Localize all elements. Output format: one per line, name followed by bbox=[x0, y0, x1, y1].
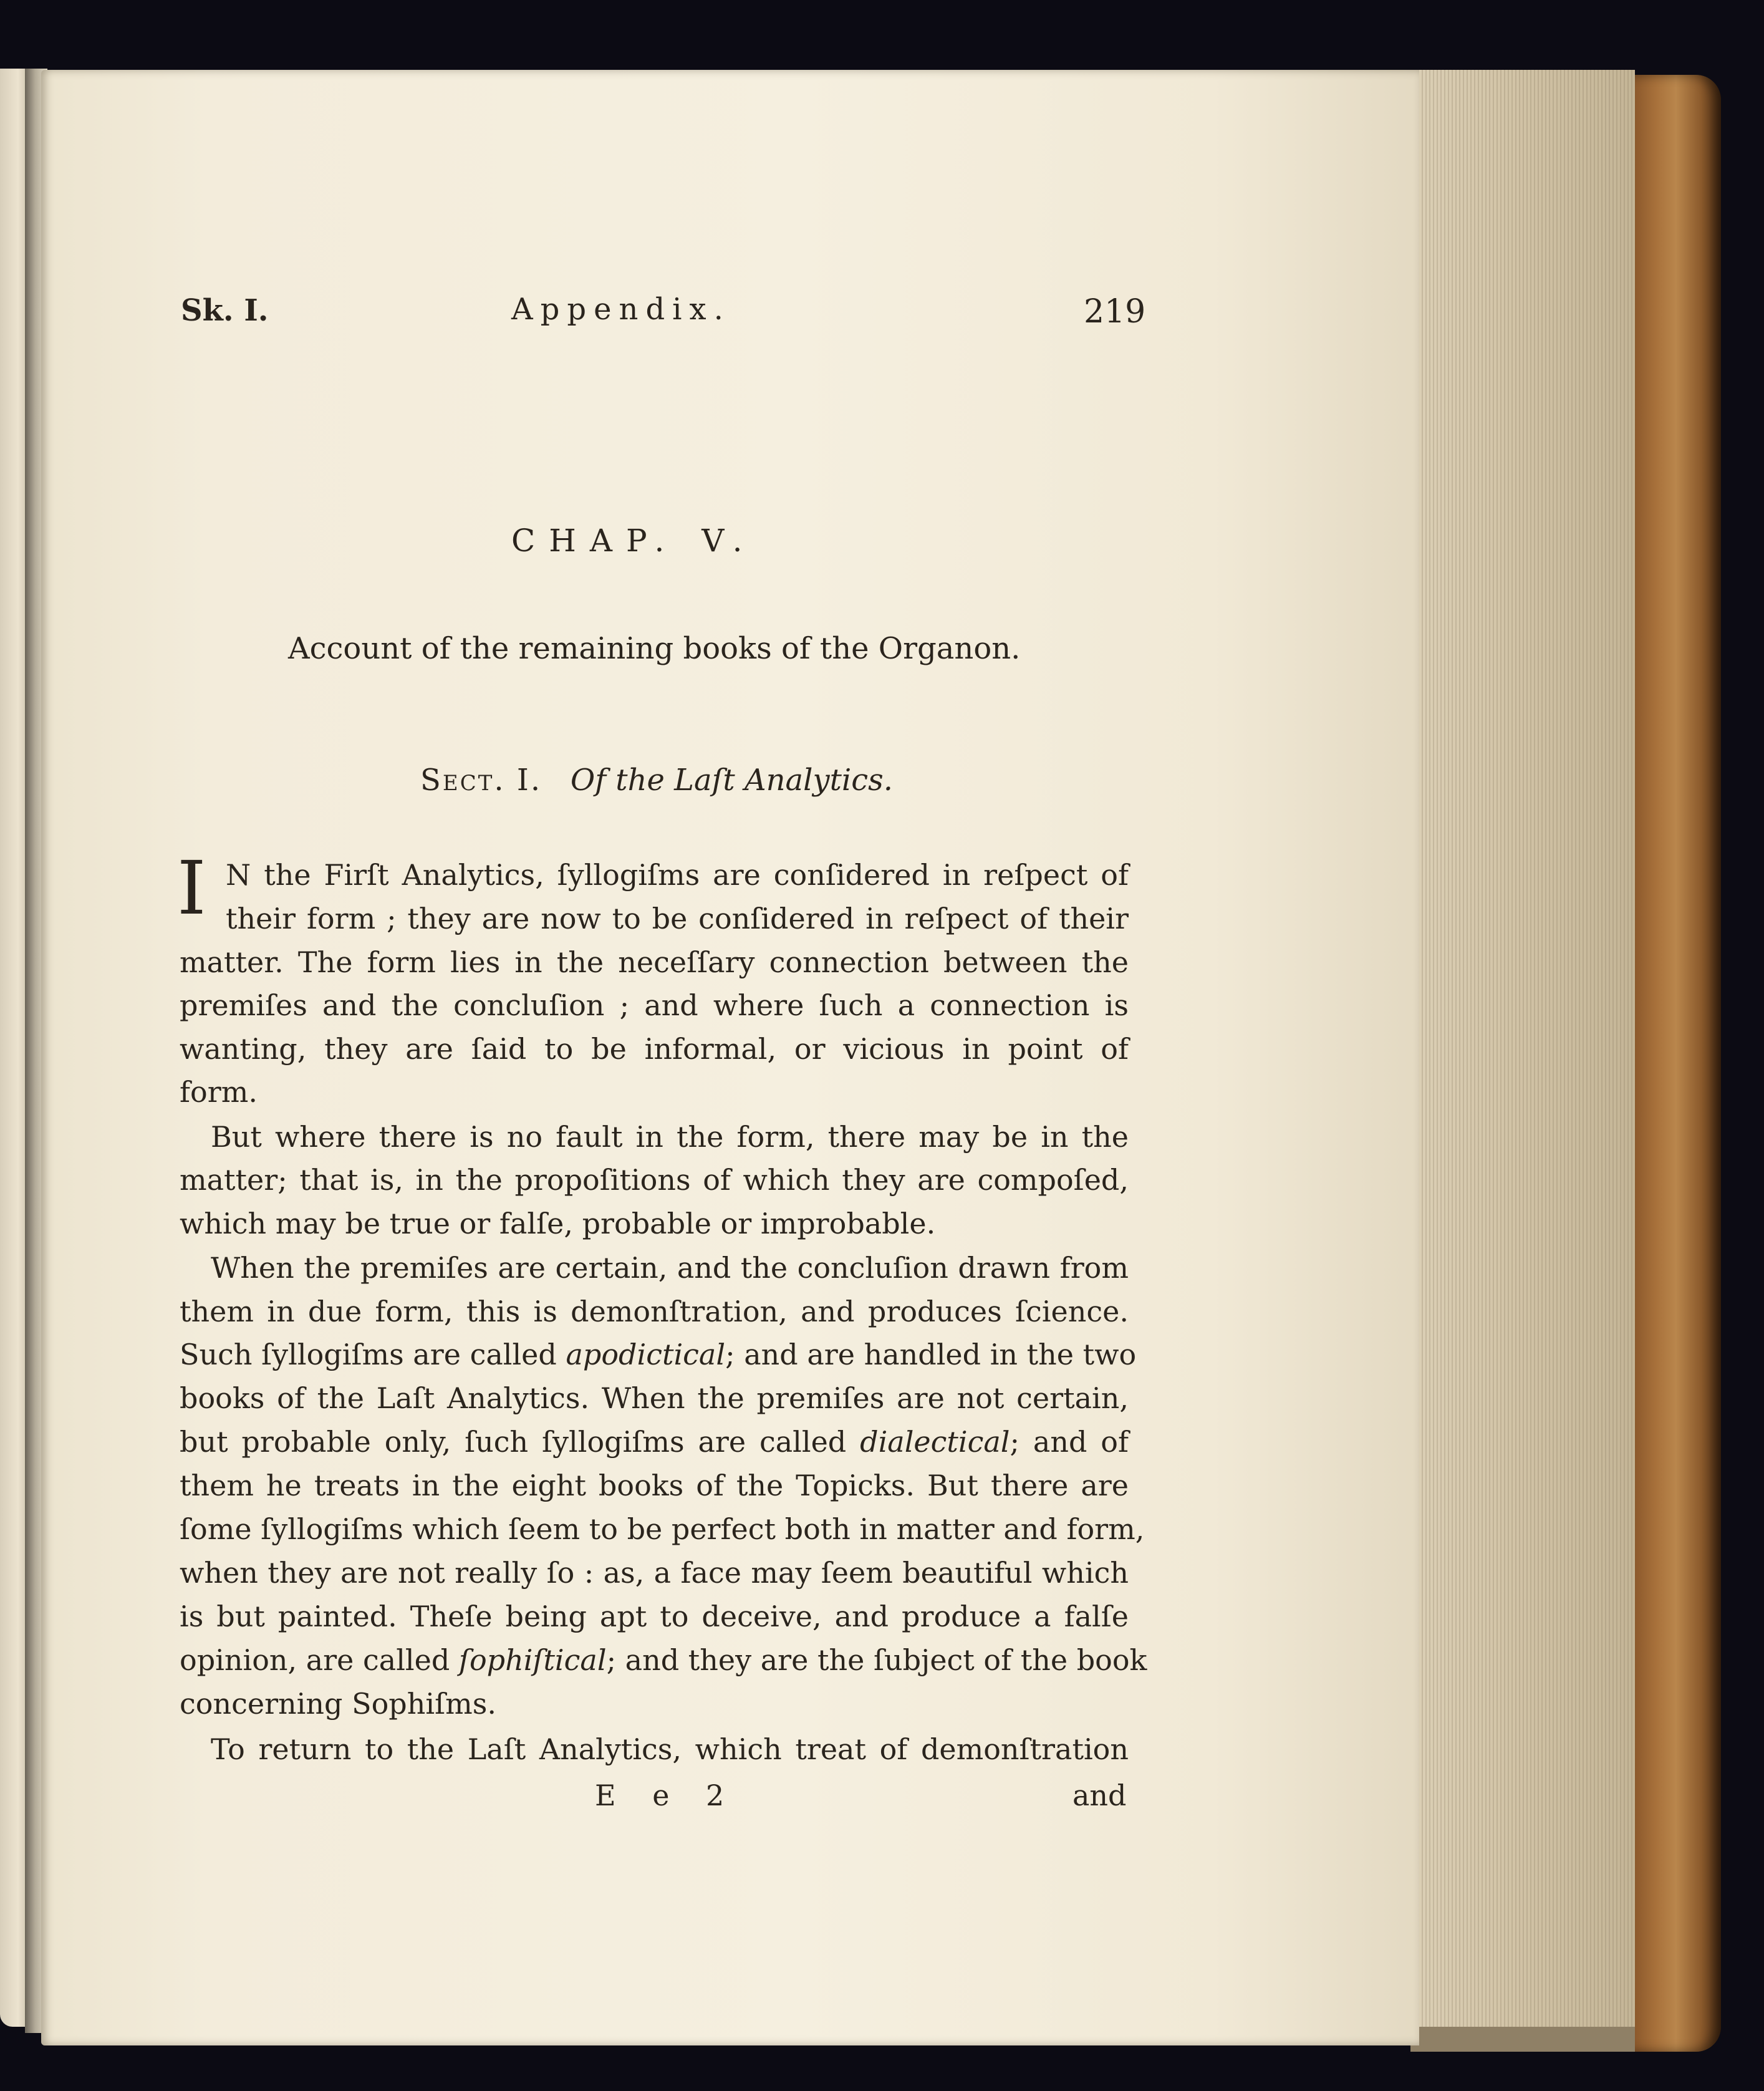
text-line: is but painted. Theſe being apt to deceive, and produce a falſe bbox=[180, 1600, 1129, 1633]
page-edge-bottom bbox=[1410, 2027, 1635, 2052]
text-line: wanting, they are ſaid to be informal, or vicious in point of bbox=[180, 1032, 1129, 1066]
italic-term: dialectical bbox=[860, 1425, 1010, 1459]
section-heading bbox=[420, 763, 893, 798]
page-fore-edge bbox=[1410, 70, 1635, 2045]
text-line: matter. The form lies in the neceſſary connection between the bbox=[180, 945, 1129, 979]
running-header-left: Sk. I. bbox=[181, 293, 269, 328]
text-line: To return to the Laſt Analytics, which treat of demonſtration bbox=[211, 1732, 1129, 1766]
italic-term: apodictical bbox=[566, 1338, 726, 1371]
section-label: Sect. I. bbox=[420, 763, 542, 798]
text-line: their form ; they are now to be conſidered in reſpect of their bbox=[226, 902, 1129, 935]
text-line: them he treats in the eight books of the Topicks. But there are bbox=[180, 1469, 1129, 1502]
leather-binding bbox=[1621, 75, 1721, 2052]
text-line: When the premiſes are certain, and the concluſion drawn from bbox=[211, 1251, 1129, 1285]
text-line: when they are not really ſo : as, a face may ſeem beautiful which bbox=[180, 1556, 1129, 1590]
text-line: matter; that is, in the propoſitions of which they are compoſed, bbox=[180, 1163, 1129, 1197]
text-line: opinion, are called ſophiſtical; and they are the ſubject of the book bbox=[180, 1643, 1147, 1677]
drop-cap: I bbox=[177, 845, 206, 931]
text-line: form. bbox=[180, 1075, 258, 1109]
text-line: Such ſyllogiſms are called apodictical; and are handled in the two bbox=[180, 1338, 1137, 1371]
section-title: Of the Laſt Analytics. bbox=[570, 763, 894, 798]
text-line: concerning Sophiſms. bbox=[180, 1687, 496, 1721]
text-line: ſome ſyllogiſms which ſeem to be perfect both in matter and form, bbox=[180, 1512, 1145, 1546]
text-line: them in due form, this is demonſtration, and produces ſcience. bbox=[180, 1295, 1129, 1328]
text-line: books of the Laſt Analytics. When the premiſes are not certain, bbox=[180, 1381, 1129, 1415]
italic-term: ſophiſtical bbox=[458, 1643, 607, 1677]
running-header-title: Appendix. bbox=[511, 292, 731, 327]
chapter-title: CHAP. V. bbox=[511, 523, 756, 559]
text-line: But where there is no fault in the form, there may be in the bbox=[211, 1120, 1129, 1154]
chapter-subtitle: Account of the remaining books of the Organon. bbox=[288, 631, 1021, 666]
page-number: 219 bbox=[1084, 293, 1146, 331]
text-line: N the Firſt Analytics, ſyllogiſms are conſidered in reſpect of bbox=[226, 858, 1129, 892]
text-line: premiſes and the concluſion ; and where ſuch a connection is bbox=[180, 988, 1129, 1022]
text-line: but probable only, ſuch ſyllogiſms are called dialectical; and of bbox=[180, 1425, 1129, 1459]
text-line: which may be true or falſe, probable or improbable. bbox=[180, 1207, 936, 1240]
catchword: and bbox=[1072, 1779, 1127, 1812]
signature-mark: E e 2 bbox=[595, 1779, 738, 1812]
